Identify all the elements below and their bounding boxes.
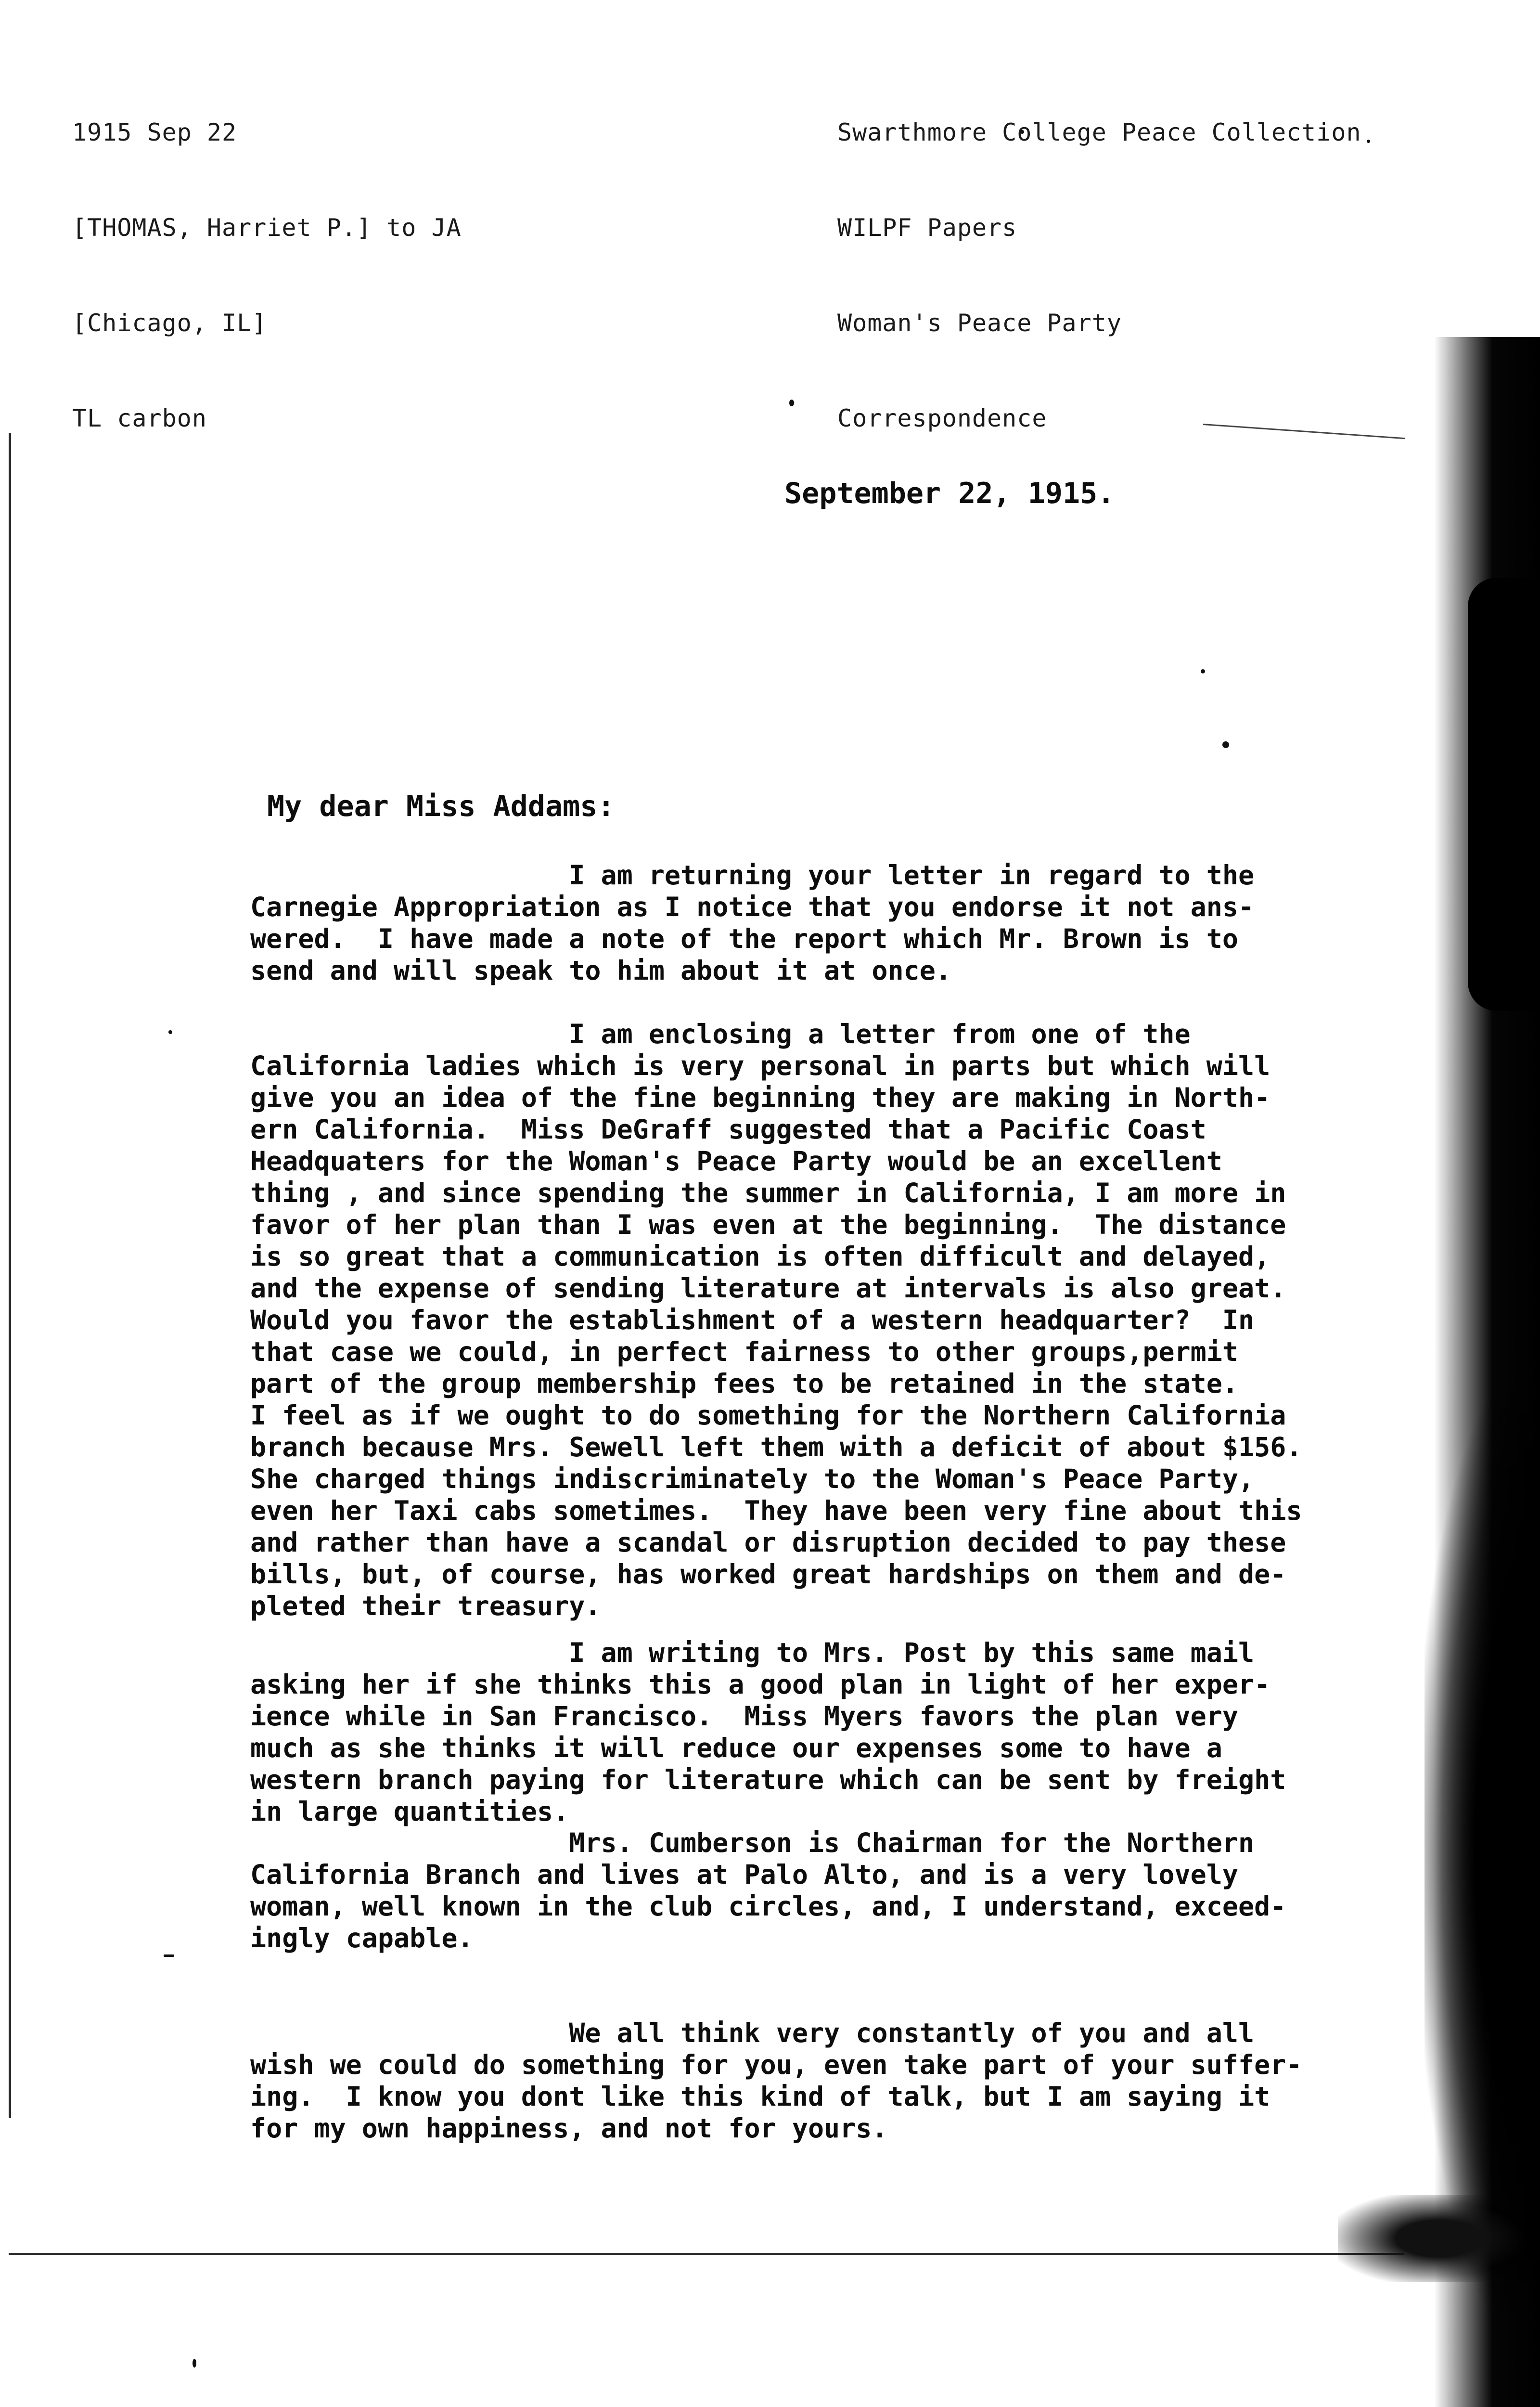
letter-salutation: My dear Miss Addams:: [267, 789, 615, 823]
letter-paragraph: [250, 1018, 1444, 1622]
letter-line: ingly capable.: [250, 1923, 474, 1954]
letter-line: send and will speak to him about it at once.: [250, 955, 951, 986]
letter-line: much as she thinks it will reduce our expenses some to have a: [250, 1733, 1222, 1763]
scan-edge-bottom: [9, 2253, 1404, 2255]
letter-line: is so great that a communication is often difficult and delayed,: [250, 1241, 1270, 1272]
scan-speck: [164, 1954, 174, 1957]
letter-line: Carnegie Appropriation as I notice that you endorse it not ans-: [250, 892, 1255, 922]
collection-series: Woman's Peace Party: [837, 309, 1122, 337]
scan-speck: [1222, 741, 1229, 748]
scan-speck: [1201, 669, 1205, 673]
letter-line: thing , and since spending the summer in California, I am more in: [250, 1178, 1286, 1208]
scan-speck: [192, 2359, 196, 2368]
letter-line: Would you favor the establishment of a western headquarter? In: [250, 1305, 1255, 1335]
collection-papers: WILPF Papers: [837, 214, 1017, 242]
letter-line: and rather than have a scandal or disruption decided to pay these: [250, 1527, 1286, 1558]
damaged-edge-patch: [1468, 578, 1540, 1011]
archive-collection: [837, 53, 1361, 498]
letter-line: I am writing to Mrs. Post by this same mail: [250, 1637, 1255, 1668]
letter-date: September 22, 1915.: [784, 477, 1115, 510]
letter-paragraph: [250, 2017, 1444, 2144]
letter-line: We all think very constantly of you and all: [250, 2018, 1255, 2048]
letter-line: I feel as if we ought to do something for the Northern California: [250, 1400, 1286, 1431]
damaged-corner-bottom: [1338, 2195, 1540, 2282]
letter-line: wered. I have made a note of the report which Mr. Brown is to: [250, 923, 1238, 954]
letter-line: California Branch and lives at Palo Alto, and is a very lovely: [250, 1859, 1238, 1890]
letter-line: in large quantities.: [250, 1796, 569, 1827]
scan-edge-left: [9, 433, 11, 2118]
letter-paragraph: [250, 859, 1444, 986]
letter-line: ing. I know you dont like this kind of talk, but I am saying it: [250, 2081, 1270, 2112]
letter-line: western branch paying for literature which can be sent by freight: [250, 1764, 1286, 1795]
letter-line: pleted their treasury.: [250, 1591, 601, 1621]
letter-line: asking her if she thinks this a good plan in light of her exper-: [250, 1669, 1270, 1700]
letter-line: and the expense of sending literature at intervals is also great.: [250, 1273, 1286, 1304]
archive-place: [Chicago, IL]: [72, 309, 267, 337]
letter-paragraph: [250, 1637, 1444, 1827]
letter-line: part of the group membership fees to be retained in the state.: [250, 1368, 1238, 1399]
archive-format: TL carbon: [72, 404, 207, 432]
letter-line: ience while in San Francisco. Miss Myers favors the plan very: [250, 1701, 1238, 1732]
letter-line: bills, but, of course, has worked great hardships on them and de-: [250, 1559, 1286, 1590]
letter-line: woman, well known in the club circles, and, I understand, exceed-: [250, 1891, 1286, 1922]
letter-paragraph: [250, 1827, 1444, 1954]
letter-line: favor of her plan than I was even at the beginning. The distance: [250, 1209, 1286, 1240]
letter-line: California ladies which is very personal in parts but which will: [250, 1050, 1270, 1081]
letter-line: give you an idea of the fine beginning they are making in North-: [250, 1082, 1270, 1113]
collection-name: Swarthmore College Peace Collection: [837, 118, 1361, 146]
collection-subseries: Correspondence: [837, 404, 1047, 432]
letter-line: wish we could do something for you, even take part of your suffer-: [250, 2049, 1302, 2080]
letter-line: that case we could, in perfect fairness to other groups,permit: [250, 1336, 1238, 1367]
scan-speck: [1367, 140, 1370, 143]
letter-line: ern California. Miss DeGraff suggested that a Pacific Coast: [250, 1114, 1206, 1145]
scan-speck: [168, 1030, 172, 1034]
letter-line: Mrs. Cumberson is Chairman for the Northern: [250, 1827, 1255, 1858]
letter-line: I am enclosing a letter from one of the: [250, 1019, 1191, 1049]
archive-citation: [72, 53, 462, 498]
scan-speck: [789, 400, 794, 406]
archive-correspondents: [THOMAS, Harriet P.] to JA: [72, 214, 462, 242]
letter-line: even her Taxi cabs sometimes. They have been very fine about this: [250, 1495, 1302, 1526]
letter-line: branch because Mrs. Sewell left them with a deficit of about $156.: [250, 1432, 1302, 1462]
letter-line: Headquaters for the Woman's Peace Party would be an excellent: [250, 1146, 1222, 1177]
letter-line: I am returning your letter in regard to the: [250, 860, 1255, 891]
letter-line: for my own happiness, and not for yours.: [250, 2113, 888, 2144]
archive-date: 1915 Sep 22: [72, 118, 237, 146]
letter-line: She charged things indiscriminately to the Woman's Peace Party,: [250, 1463, 1255, 1494]
